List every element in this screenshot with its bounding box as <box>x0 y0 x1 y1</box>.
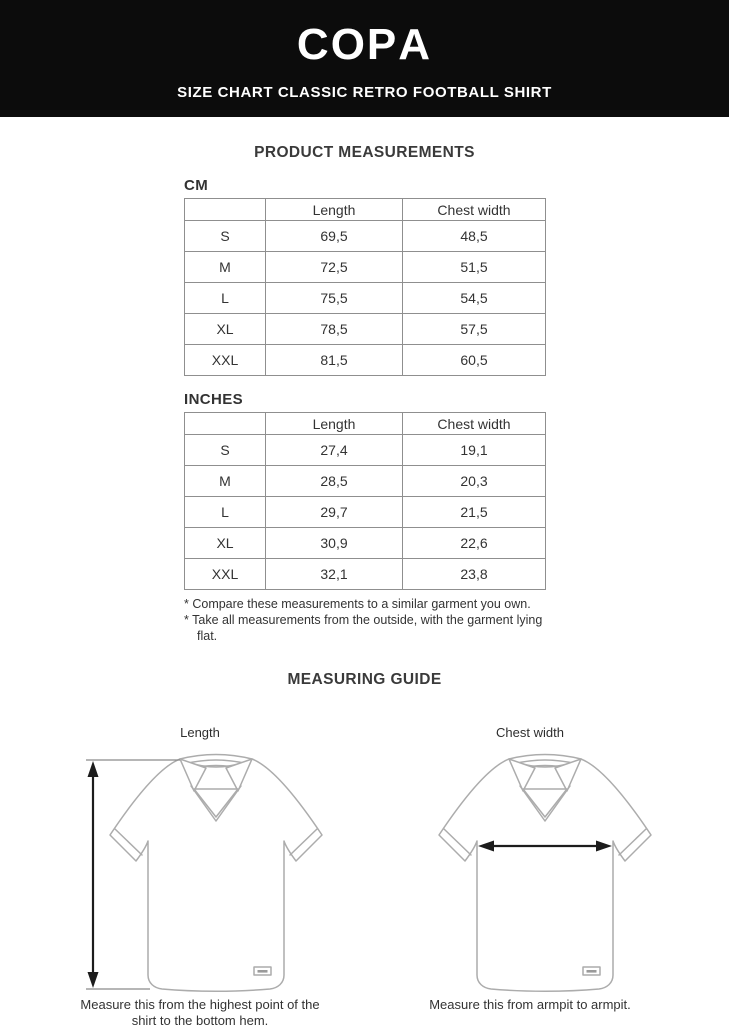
chest-width-figure-label: Chest width <box>496 725 564 741</box>
length-figure <box>35 725 365 1029</box>
size-cell: M <box>185 466 266 497</box>
page-header <box>0 0 729 117</box>
table-row <box>185 435 546 466</box>
chest-width-figure <box>365 725 695 1029</box>
table-header-row <box>185 199 546 221</box>
size-cell: S <box>185 435 266 466</box>
length-cell: 78,5 <box>266 314 403 345</box>
size-cell: M <box>185 252 266 283</box>
footnote: * Take all measurements from the outside, with the garment lying flat. <box>184 612 543 643</box>
inches-size-table <box>184 412 546 590</box>
table-row <box>185 528 546 559</box>
size-cell: S <box>185 221 266 252</box>
chest-width-cell: 54,5 <box>403 283 546 314</box>
length-cell: 30,9 <box>266 528 403 559</box>
size-column-header <box>185 199 266 221</box>
chest-width-caption: Measure this from armpit to armpit. <box>429 997 631 1013</box>
measuring-guide-title: MEASURING GUIDE <box>287 671 442 689</box>
table-row <box>185 252 546 283</box>
length-caption: Measure this from the highest point of the shirt to the bottom hem. <box>80 997 320 1029</box>
chest-width-cell: 23,8 <box>403 559 546 590</box>
inches-unit-label: INCHES <box>184 391 244 408</box>
chest-width-cell: 21,5 <box>403 497 546 528</box>
size-cell: XL <box>185 528 266 559</box>
length-cell: 28,5 <box>266 466 403 497</box>
length-cell: 32,1 <box>266 559 403 590</box>
chest-width-cell: 22,6 <box>403 528 546 559</box>
chest-width-column-header: Chest width <box>403 413 546 435</box>
length-cell: 29,7 <box>266 497 403 528</box>
chest-width-cell: 51,5 <box>403 252 546 283</box>
table-row <box>185 221 546 252</box>
table-header-row <box>185 413 546 435</box>
chest-width-cell: 57,5 <box>403 314 546 345</box>
chest-width-cell: 60,5 <box>403 345 546 376</box>
polo-shirt-drawing <box>110 755 322 992</box>
footnotes <box>184 597 545 644</box>
length-cell: 69,5 <box>266 221 403 252</box>
product-measurements-title: PRODUCT MEASUREMENTS <box>254 144 475 161</box>
polo-shirt-drawing <box>439 755 651 992</box>
length-arrow <box>88 761 99 988</box>
measurement-tables-block <box>184 177 545 644</box>
length-column-header: Length <box>266 199 403 221</box>
table-row <box>185 314 546 345</box>
chest-width-column-header: Chest width <box>403 199 546 221</box>
size-cell: L <box>185 283 266 314</box>
chest-width-cell: 48,5 <box>403 221 546 252</box>
copa-logo <box>296 19 433 69</box>
size-cell: XXL <box>185 345 266 376</box>
size-column-header <box>185 413 266 435</box>
length-shirt-diagram <box>50 745 350 995</box>
table-row <box>185 345 546 376</box>
measuring-guide-figures <box>35 725 695 1029</box>
size-cell: XL <box>185 314 266 345</box>
size-chart-subtitle: SIZE CHART CLASSIC RETRO FOOTBALL SHIRT <box>177 83 552 101</box>
length-column-header: Length <box>266 413 403 435</box>
length-cell: 81,5 <box>266 345 403 376</box>
size-cell: XXL <box>185 559 266 590</box>
cm-unit-label: CM <box>184 177 209 194</box>
chest-width-cell: 20,3 <box>403 466 546 497</box>
copa-logo-letter-a: A <box>398 19 433 69</box>
chest-width-cell: 19,1 <box>403 435 546 466</box>
chest-width-shirt-diagram <box>380 745 680 995</box>
table-row <box>185 466 546 497</box>
length-figure-label: Length <box>180 725 220 741</box>
length-cell: 72,5 <box>266 252 403 283</box>
table-row <box>185 497 546 528</box>
table-row <box>185 283 546 314</box>
cm-size-table <box>184 198 546 376</box>
length-cell: 27,4 <box>266 435 403 466</box>
footnote: * Compare these measurements to a similar garment you own. <box>184 597 531 611</box>
length-cell: 75,5 <box>266 283 403 314</box>
table-row <box>185 559 546 590</box>
copa-logo-text: COP <box>296 19 399 69</box>
size-cell: L <box>185 497 266 528</box>
